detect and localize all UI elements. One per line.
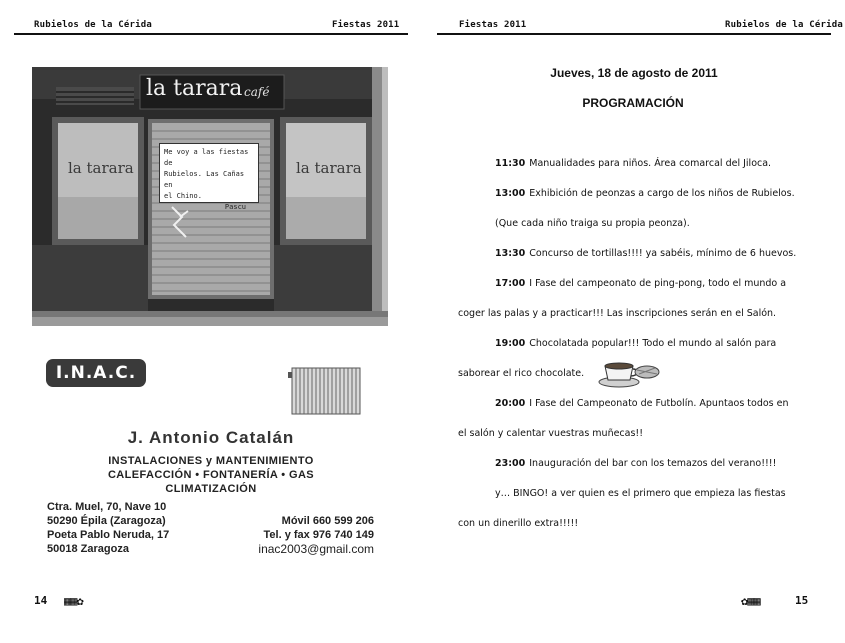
address-line: 50018 Zaragoza [47, 543, 129, 555]
decorative-mark-icon: ✿▦▦ [741, 594, 760, 608]
coffee-cup-icon [597, 356, 663, 388]
item-time: 17:00 [495, 278, 526, 289]
item-text: el salón y calentar vuestras muñecas!! [458, 428, 644, 439]
note-signature: Pascu [224, 203, 246, 211]
ad-service-line: INSTALACIONES y MANTENIMIENTO [108, 455, 314, 467]
contact-email: inac2003@gmail.com [258, 542, 374, 556]
item-text: I Fase del Campeonato de Futbolín. Apuntaos todos en [529, 398, 789, 409]
address-line: 50290 Épila (Zaragoza) [47, 515, 166, 527]
photo-note [159, 143, 259, 211]
header-left-title: Fiestas 2011 [459, 20, 527, 30]
program-item [458, 308, 776, 319]
header-rule [14, 33, 408, 35]
program-item [495, 338, 776, 349]
program-item [495, 458, 776, 469]
program-item [458, 428, 643, 439]
program-item [458, 518, 578, 529]
item-text: Chocolatada popular!!! Todo el mundo al salón para [529, 338, 777, 349]
program-item [495, 218, 690, 229]
radiator-icon [288, 362, 364, 418]
contact-mobile: Móvil 660 599 206 [281, 515, 374, 527]
cafe-sign-text: la tarara [146, 76, 243, 101]
item-text: saborear el rico chocolate. [458, 368, 585, 379]
program-item [495, 158, 771, 169]
item-time: 19:00 [495, 338, 526, 349]
header-left-title: Rubielos de la Cérida [34, 20, 152, 30]
program-heading: PROGRAMACIÓN [582, 96, 684, 110]
item-time: 13:30 [495, 248, 526, 259]
program-item [495, 188, 795, 199]
item-time: 20:00 [495, 398, 526, 409]
item-text: coger las palas y a practicar!!! Las inscripciones serán en el Salón. [458, 308, 777, 319]
page-number: 14 [34, 594, 48, 607]
ad-service-line: CLIMATIZACIÓN [165, 483, 257, 495]
left-page [0, 0, 422, 643]
item-text: Inauguración del bar con los temazos del verano!!!! [529, 458, 777, 469]
item-time: 11:30 [495, 158, 526, 169]
item-text: Concurso de tortillas!!!! ya sabéis, mínimo de 6 huevos. [529, 248, 797, 259]
program-item [495, 488, 786, 499]
item-time: 23:00 [495, 458, 526, 469]
program-item [495, 398, 789, 409]
ad-contact [258, 514, 374, 556]
note-line: el Chino. [164, 192, 202, 200]
page-number: 15 [795, 594, 809, 607]
decorative-mark-icon: ▦▦✿ [64, 594, 83, 608]
ad-company-name: J. Antonio Catalán [127, 428, 295, 447]
header-right-title: Fiestas 2011 [332, 20, 400, 30]
item-text: Exhibición de peonzas a cargo de los niños de Rubielos. [529, 188, 795, 199]
item-text: Manualidades para niños. Área comarcal del Jiloca. [529, 158, 772, 169]
ad-service-line: CALEFACCIÓN • FONTANERÍA • GAS [107, 469, 315, 481]
note-line: Rubielos. Las Cañas en [164, 170, 245, 189]
item-text: (Que cada niño traiga su propia peonza). [495, 218, 690, 229]
cafe-sign-small: café [244, 85, 270, 99]
header-rule [437, 33, 831, 35]
right-page [423, 0, 845, 643]
program-date-title: Jueves, 18 de agosto de 2011 [550, 66, 718, 80]
address-line: Poeta Pablo Neruda, 17 [47, 529, 170, 541]
program-item [458, 368, 584, 379]
item-text: con un dinerillo extra!!!!! [458, 518, 579, 529]
item-time: 13:00 [495, 188, 526, 199]
program-item [495, 278, 786, 289]
header-right-title: Rubielos de la Cérida [725, 20, 843, 30]
ad-address [47, 500, 169, 556]
address-line: Ctra. Muel, 70, Nave 10 [47, 501, 167, 513]
left-window-text: la tarara [68, 159, 134, 177]
inac-logo: I.N.A.C. [46, 359, 146, 387]
item-text: I Fase del campeonato de ping-pong, todo el mundo a [529, 278, 787, 289]
contact-phone: Tel. y fax 976 740 149 [263, 529, 374, 541]
right-window-text: la tarara [296, 159, 362, 177]
note-line: Me voy a las fiestas de [164, 148, 249, 167]
item-text: y… BINGO! a ver quien es el primero que empieza las fiestas [495, 488, 786, 499]
program-item [495, 248, 796, 259]
